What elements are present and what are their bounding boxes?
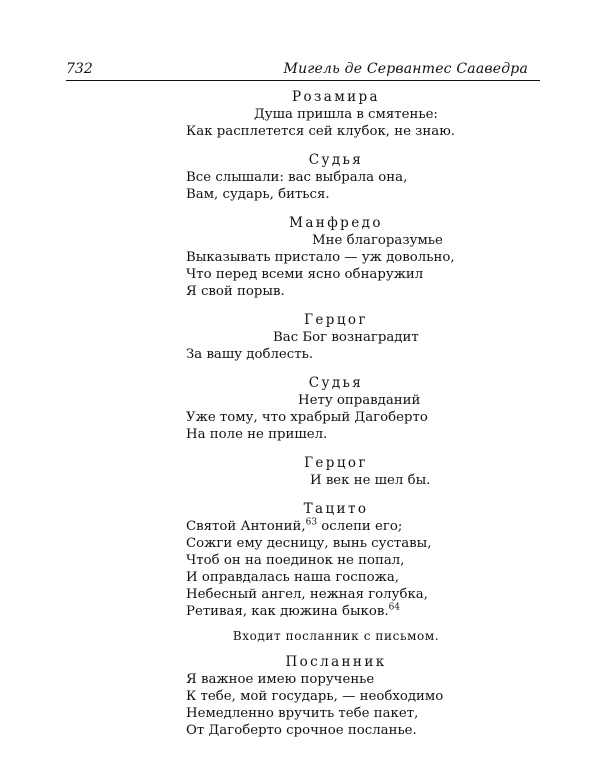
verse-line: Чтоб он на поединок не попал, [186,553,405,568]
verse-line: Все слышали: вас выбрала она, [186,170,408,185]
footnote-marker: 64 [388,602,401,613]
page-number: 732 [66,61,93,77]
verse-line: Вас Бог вознаградит [273,330,419,345]
verse-line: И оправдалась наша госпожа, [186,570,399,585]
stage-direction: Входит посланник с письмом. [232,629,440,643]
verse-line: Душа пришла в смятенье: [254,107,438,122]
verse-line: И век не шел бы. [310,473,431,488]
verse-line: Мне благоразумье [312,233,443,248]
verse-line: На поле не пришел. [186,427,328,442]
running-title: Мигель де Сервантес Сааведра [283,61,528,77]
verse-line: Уже тому, что храбрый Дагоберто [186,410,428,425]
running-header [66,58,540,81]
speaker-name: Герцог [304,455,368,471]
verse-line: За вашу доблесть. [186,347,314,362]
verse-line: Небесный ангел, нежная голубка, [186,587,428,602]
verse-line: От Дагоберто срочное посланье. [186,723,417,738]
verse-line [186,603,486,620]
speaker-name: Посланник [285,654,387,670]
verse-line: Я свой порыв. [186,284,285,299]
verse-line: Я важное имею порученье [186,672,375,687]
verse-line: Немедленно вручить тебе пакет, [186,706,419,721]
verse-line: К тебе, мой государь, — необходимо [186,689,444,704]
verse-line: Как расплетется сей клубок, не знаю. [186,124,456,139]
speaker-name: Розамира [291,89,380,105]
verse-line: Вам, сударь, биться. [186,187,330,202]
verse-fragment: ослепи его; [321,519,403,534]
play-text [186,88,486,739]
verse-line: Выказывать пристало — уж довольно, [186,250,455,265]
speaker-name: Судья [308,152,364,168]
verse-fragment: Святой Антоний, [186,519,306,534]
speaker-name: Манфредо [289,215,383,231]
verse-line: Сожги ему десницу, вынь суставы, [186,536,432,551]
verse-line: Что перед всеми ясно обнаружил [186,267,424,282]
speaker-name: Судья [308,375,364,391]
footnote-marker: 63 [305,517,318,528]
verse-line: Нету оправданий [298,393,421,408]
speaker-name: Герцог [304,312,368,328]
speaker-name: Тацито [303,501,369,517]
verse-fragment: Ретивая, как дюжина быков. [186,604,389,619]
verse-line [186,518,486,535]
